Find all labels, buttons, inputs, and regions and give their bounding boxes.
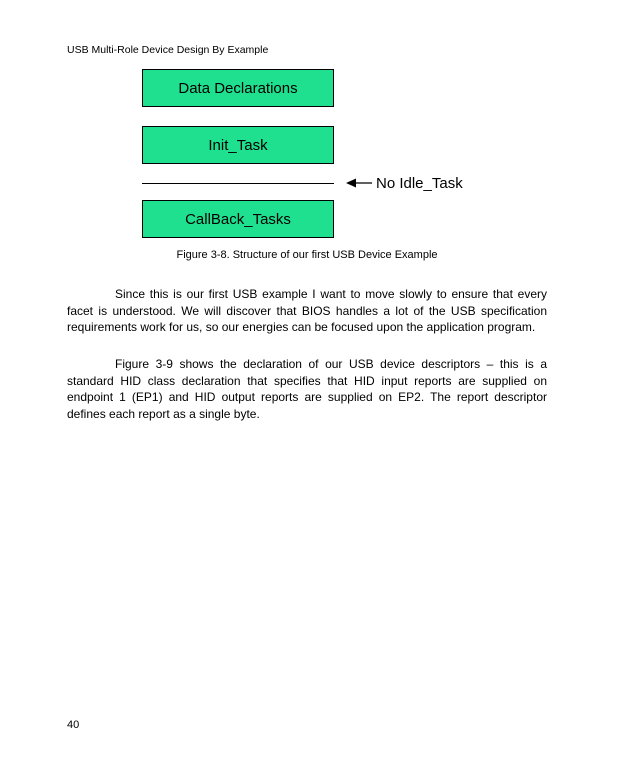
figure-caption: Figure 3-8. Structure of our first USB Device Example (176, 249, 438, 261)
data-declarations-box: Data Declarations (142, 69, 334, 107)
body-paragraph: Figure 3-9 shows the declaration of our USB device descriptors – this is a standard HID class declaration that specifies that HID input reports are supplied on endpoint 1 (EP1) and HID output reports are supplied on EP2. The report descriptor defines each report as a single byte. (67, 357, 547, 421)
page-number: 40 (67, 719, 80, 731)
no-idle-task-label: No Idle_Task (376, 175, 463, 192)
callback-tasks-box: CallBack_Tasks (142, 200, 334, 238)
left-arrow-icon (346, 177, 372, 189)
idle-task-placeholder-line (142, 183, 334, 184)
body-paragraph: Since this is our first USB example I want to move slowly to ensure that every facet is understood. We will discover that BIOS handles a lot of the USB specification requirements work for us, so our energies can be focused upon the application program. (67, 287, 547, 334)
init-task-box: Init_Task (142, 126, 334, 164)
running-header: USB Multi-Role Device Design By Example (67, 44, 269, 56)
